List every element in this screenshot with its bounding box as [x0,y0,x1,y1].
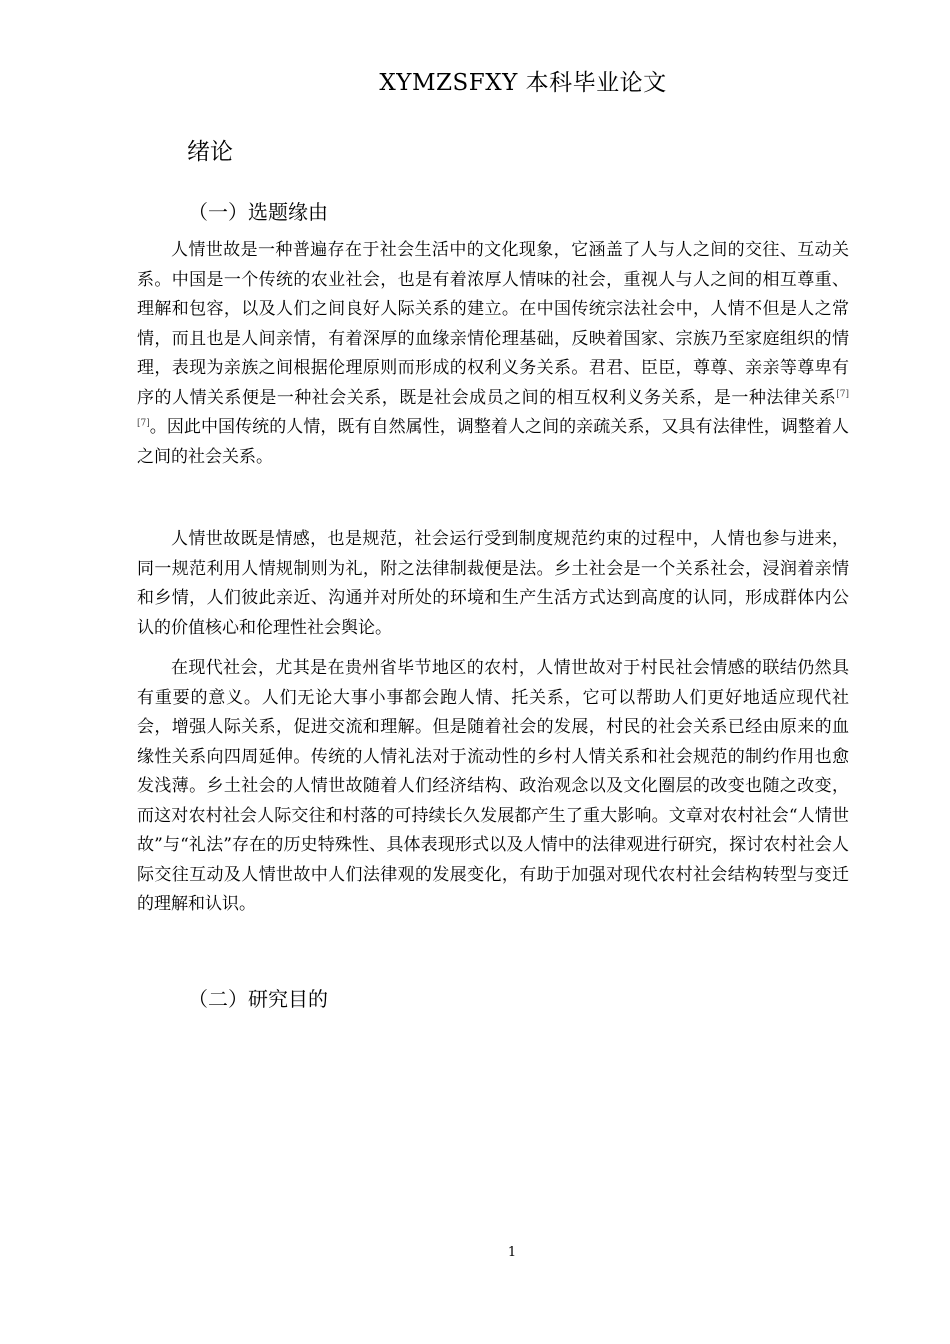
citation-reference[interactable]: [7][7] [137,388,849,429]
paragraph-1-text-after-citation: 。因此中国传统的人情，既有自然属性，调整着人之间的亲疏关系，又具有法律性，调整着人之间的社会关系。 [137,417,849,467]
page-number: 1 [507,1245,517,1260]
section-heading-reason: （一）选题缘由 [188,200,328,224]
paragraph-1-text-before-citation: 人情世故是一种普遍存在于社会生活中的文化现象，它涵盖了人与人之间的交往、互动关系。中国是一个传统的农业社会，也是有着浓厚人情味的社会，重视人与人之间的相互尊重、理解和包容，以及人们之间良好人际关系的建立。在中国传统宗法社会中，人情不但是人之常情，而且也是人间亲情，有着深厚的血缘亲情伦理基础，反映着国家、宗族乃至家庭组织的情理，表现为亲族之间根据伦理原则而形成的权利义务关系。君君、臣臣，尊尊、亲亲等尊卑有序的人情关系便是一种社会关系，既是社会成员之间的相互权利义务关系，是一种法律关系 [137,240,849,408]
body-paragraph-1 [137,236,849,472]
running-header: XYMZSFXY 本科毕业论文 [379,70,667,96]
section-heading-purpose: （二）研究目的 [188,987,328,1011]
chapter-title: 绪论 [187,139,233,165]
body-paragraph-2: 人情世故既是情感，也是规范，社会运行受到制度规范约束的过程中，人情也参与进来，同一规范利用人情规制则为礼，附之法律制裁便是法。乡土社会是一个关系社会，浸润着亲情和乡情，人们彼此亲近、沟通并对所处的环境和生产生活方式达到高度的认同，形成群体内公认的价值核心和伦理性社会舆论。 [137,529,849,638]
body-paragraph-3: 在现代社会，尤其是在贵州省毕节地区的农村，人情世故对于村民社会情感的联结仍然具有重要的意义。人们无论大事小事都会跑人情、托关系，它可以帮助人们更好地适应现代社会，增强人际关系，促进交流和理解。但是随着社会的发展，村民的社会关系已经由原来的血缘性关系向四周延伸。传统的人情礼法对于流动性的乡村人情关系和社会规范的制约作用也愈发浅薄。乡土社会的人情世故随着人们经济结构、政治观念以及文化圈层的改变也随之改变，而这对农村社会人际交往和村落的可持续长久发展都产生了重大影响。文章对农村社会“人情世故”与“礼法”存在的历史特殊性、具体表现形式以及人情中的法律观进行研究，探讨农村社会人际交往互动及人情世故中人们法律观的发展变化，有助于加强对现代农村社会结构转型与变迁的理解和认识。 [137,658,849,914]
